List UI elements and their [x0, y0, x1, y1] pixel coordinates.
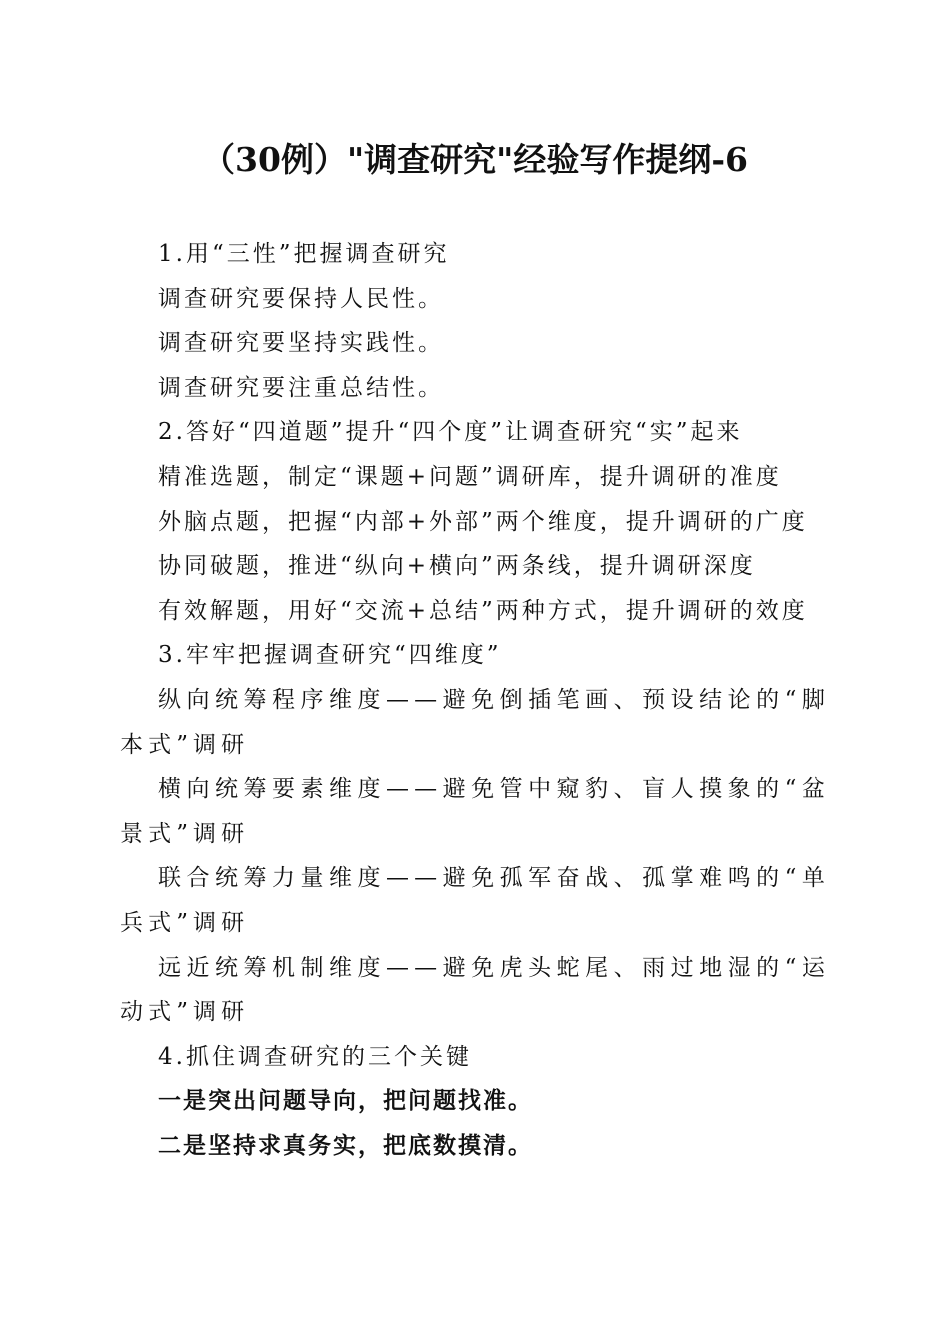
paragraph: 一是突出问题导向，把问题找准。	[158, 1087, 533, 1115]
paragraph: 联合统筹力量维度——避免孤军奋战、孤掌难鸣的“单兵式”调研	[120, 865, 830, 936]
paragraph: 精准选题，制定“课题+问题”调研库，提升调研的准度	[158, 463, 782, 490]
paragraph: 二是坚持求真务实，把底数摸清。	[158, 1131, 533, 1159]
paragraph: 调查研究要坚持实践性。	[158, 330, 444, 357]
paragraph: 2.答好“四道题”提升“四个度”让调查研究“实”起来	[158, 419, 743, 446]
paragraph: 有效解题，用好“交流+总结”两种方式，提升调研的效度	[158, 597, 808, 624]
paragraph: 调查研究要保持人民性。	[158, 285, 444, 312]
document-body	[120, 232, 830, 1168]
paragraph: 远近统筹机制维度——避免虎头蛇尾、雨过地湿的“运动式”调研	[120, 954, 830, 1026]
paragraph: 3.牢牢把握调查研究“四维度”	[158, 642, 502, 669]
paragraph: 调查研究要注重总结性。	[158, 374, 444, 401]
paragraph: 协同破题，推进“纵向+横向”两条线，提升调研深度	[158, 553, 756, 580]
paragraph: 4.抓住调查研究的三个关键	[158, 1043, 472, 1070]
document-title: （30例）"调查研究"经验写作提纲-6	[202, 140, 748, 179]
paragraph: 横向统筹要素维度——避免管中窥豹、盲人摸象的“盆景式”调研	[120, 776, 830, 847]
paragraph: 纵向统筹程序维度——避免倒插笔画、预设结论的“脚本式”调研	[120, 686, 830, 758]
paragraph: 外脑点题，把握“内部+外部”两个维度，提升调研的广度	[158, 508, 808, 535]
paragraph: 1.用“三性”把握调查研究	[158, 241, 450, 267]
